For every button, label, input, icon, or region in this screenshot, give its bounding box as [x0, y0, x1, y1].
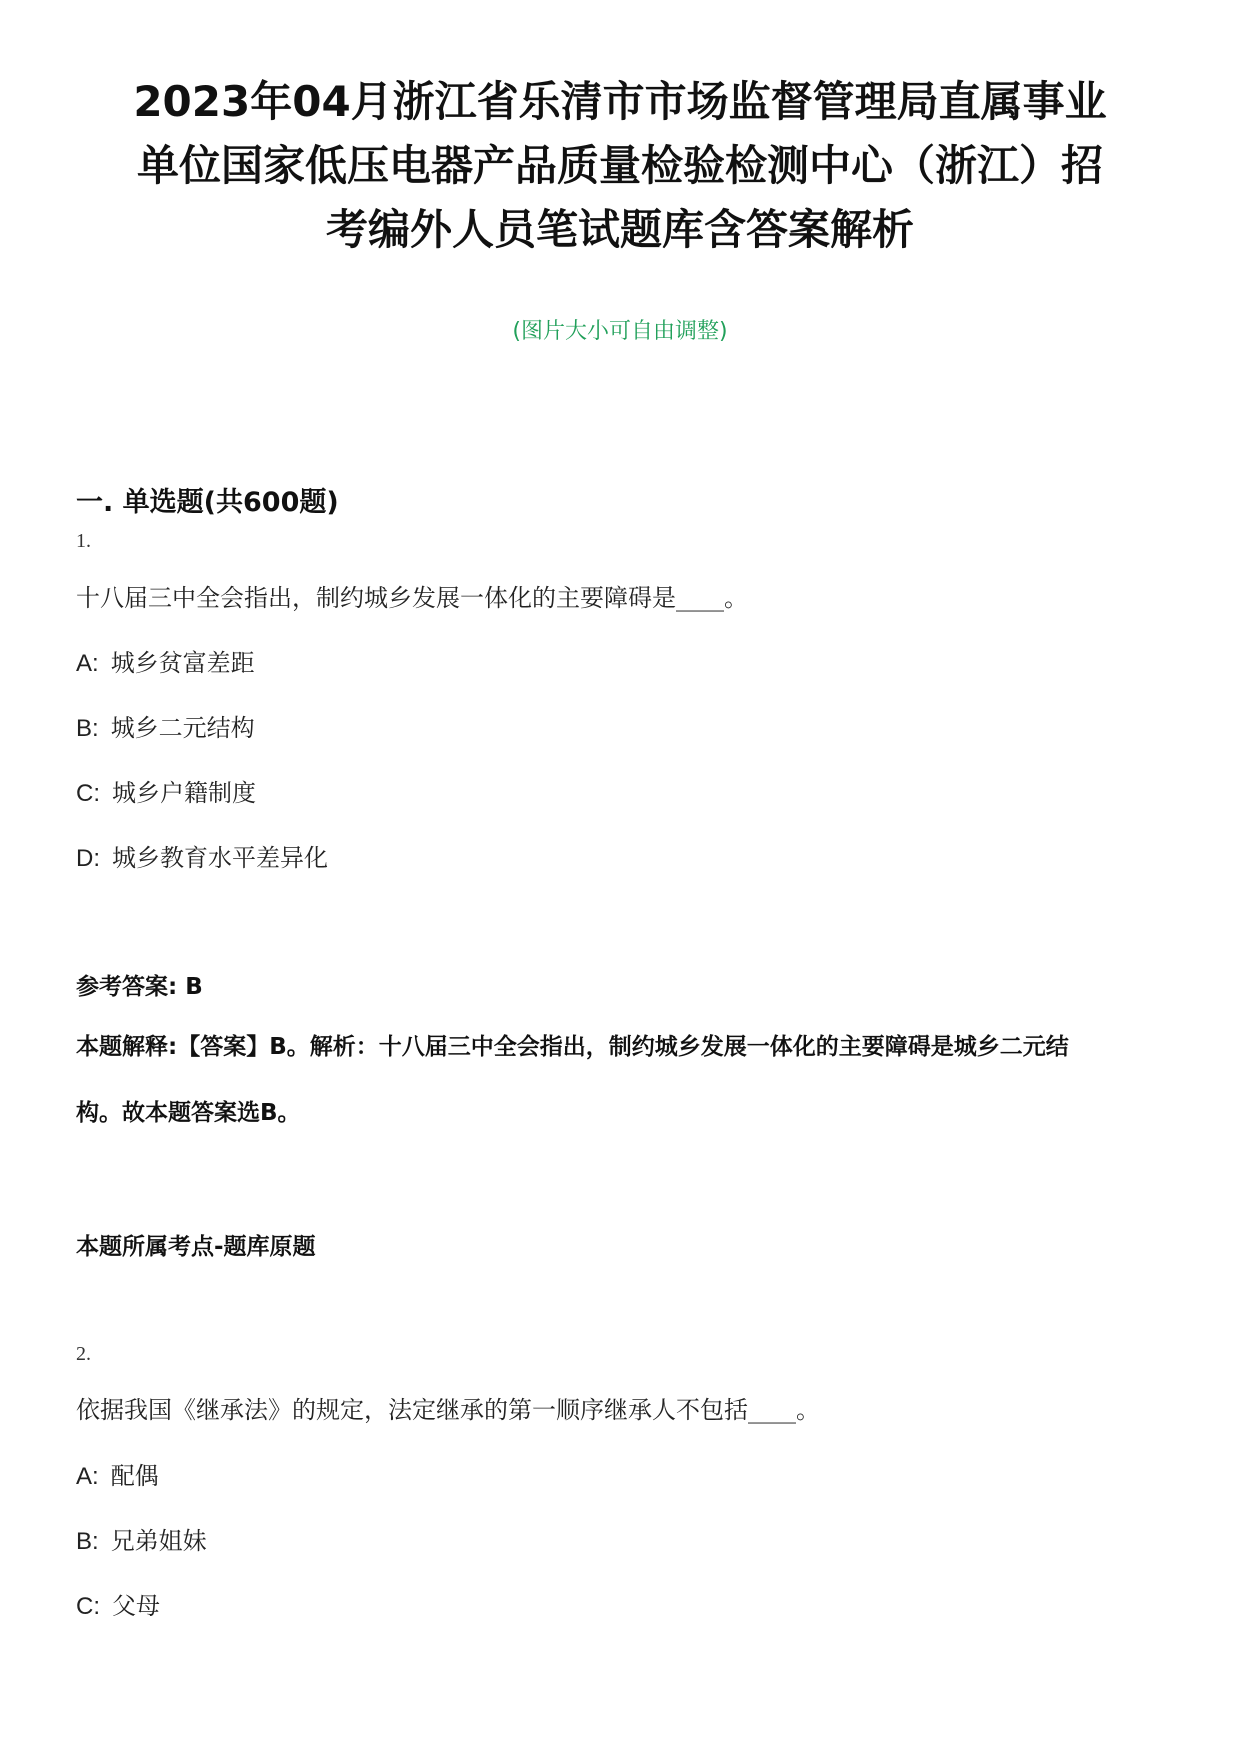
question-1-text: 十八届三中全会指出，制约城乡发展一体化的主要障碍是____。 — [76, 584, 748, 612]
option-text: 城乡二元结构 — [110, 714, 255, 742]
option-letter: D: — [76, 845, 100, 872]
analysis-line-1: 本题解释:【答案】B。解析：十八届三中全会指出，制约城乡发展一体化的主要障碍是城乡二元结 — [76, 1034, 1069, 1060]
option-text: 父母 — [112, 1592, 160, 1620]
question-1-option-c — [76, 773, 256, 808]
question-1-number: 1. — [76, 530, 91, 552]
option-text: 城乡户籍制度 — [112, 779, 256, 807]
question-1-option-a — [76, 643, 255, 678]
question-2-option-a — [76, 1456, 159, 1491]
option-text: 配偶 — [110, 1462, 159, 1490]
section-heading: 一. 单选题(共600题) — [76, 487, 339, 518]
option-letter: B: — [76, 1528, 99, 1555]
option-letter: A: — [76, 650, 99, 677]
question-1-analysis — [76, 1014, 1166, 1146]
question-2-option-c — [76, 1586, 160, 1621]
title-line-3: 考编外人员笔试题库含答案解析 — [325, 205, 914, 254]
option-letter: B: — [76, 715, 99, 742]
question-1-option-b — [76, 708, 255, 743]
question-2-text: 依据我国《继承法》的规定，法定继承的第一顺序继承人不包括____。 — [76, 1396, 820, 1424]
document-title — [80, 70, 1160, 262]
image-size-note: (图片大小可自由调整) — [512, 319, 728, 344]
question-1-knowledge-point: 本题所属考点-题库原题 — [76, 1234, 316, 1260]
question-2-number: 2. — [76, 1343, 91, 1365]
option-letter: C: — [76, 780, 100, 807]
question-2-option-b — [76, 1521, 207, 1556]
analysis-line-2: 构。故本题答案选B。 — [76, 1100, 301, 1126]
title-line-1: 2023年04月浙江省乐清市市场监督管理局直属事业 — [133, 77, 1107, 126]
option-letter: A: — [76, 1463, 99, 1490]
option-letter: C: — [76, 1593, 100, 1620]
title-line-2: 单位国家低压电器产品质量检验检测中心（浙江）招 — [136, 141, 1103, 190]
question-1-answer: 参考答案: B — [76, 974, 203, 1000]
option-text: 城乡教育水平差异化 — [112, 844, 328, 872]
option-text: 城乡贫富差距 — [110, 649, 255, 677]
question-1-option-d — [76, 838, 328, 873]
option-text: 兄弟姐妹 — [110, 1527, 207, 1555]
